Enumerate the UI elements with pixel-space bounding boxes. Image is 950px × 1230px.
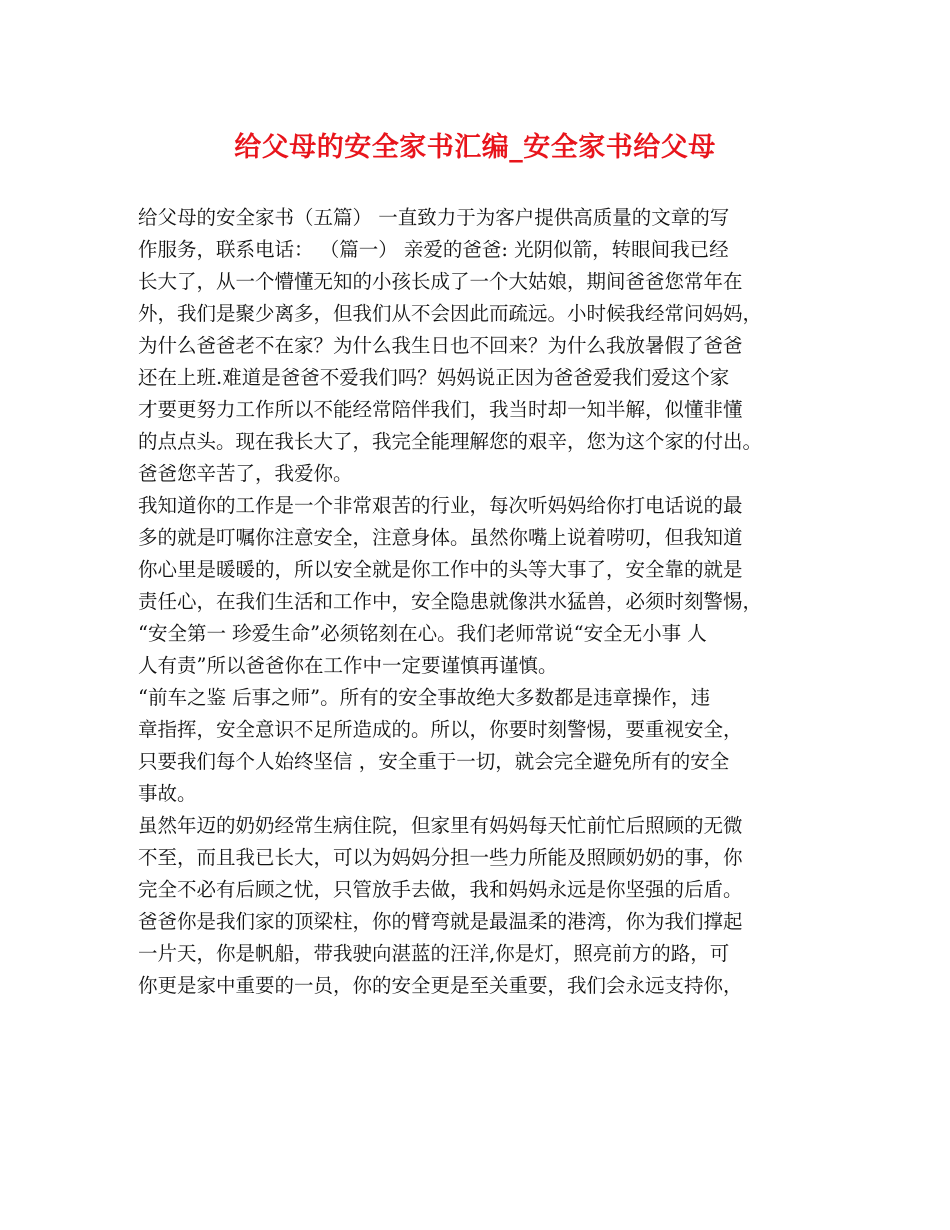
document-title: 给父母的安全家书汇编_安全家书给父母 xyxy=(234,132,716,163)
body-line: 人有责”所以爸爸你在工作中一定要谨慎再谨慎。 xyxy=(138,654,558,677)
body-line: 章指挥，安全意识不足所造成的。所以，你要时刻警惕，要重视安全， xyxy=(138,718,743,741)
body-line: 还在上班.难道是爸爸不爱我们吗？妈妈说正因为爸爸爱我们爱这个家 xyxy=(138,366,730,389)
body-line: 长大了，从一个懵懂无知的小孩长成了一个大姑娘，期间爸爸您常年在 xyxy=(138,270,743,293)
document-body xyxy=(138,202,824,1002)
body-line: 为什么爸爸老不在家？为什么我生日也不回来？为什么我放暑假了爸爸 xyxy=(138,334,743,357)
body-line: 爸爸你是我们家的顶梁柱，你的臂弯就是最温柔的港湾，你为我们撑起 xyxy=(138,910,743,933)
body-line: 我知道你的工作是一个非常艰苦的行业，每次听妈妈给你打电话说的最 xyxy=(138,494,743,517)
body-line: 多的就是叮嘱你注意安全，注意身体。虽然你嘴上说着唠叨，但我知道 xyxy=(138,526,743,549)
body-line: 才要更努力工作所以不能经常陪伴我们，我当时却一知半解，似懂非懂 xyxy=(138,398,743,421)
body-line: 虽然年迈的奶奶经常生病住院，但家里有妈妈每天忙前忙后照顾的无微 xyxy=(138,814,743,837)
body-line: 你心里是暖暖的，所以安全就是你工作中的头等大事了，安全靠的就是 xyxy=(138,558,743,581)
body-line: 一片天，你是帆船，带我驶向湛蓝的汪洋,你是灯，照亮前方的路，可 xyxy=(138,942,730,965)
body-line: “前车之鉴 后事之师”。所有的安全事故绝大多数都是违章操作，违 xyxy=(138,686,711,709)
body-line: 的点点头。现在我长大了，我完全能理解您的艰辛，您为这个家的付出。 xyxy=(138,430,763,453)
body-line: 给父母的安全家书（五篇） 一直致力于为客户提供高质量的文章的写 xyxy=(138,206,730,229)
body-line: 不至，而且我已长大，可以为妈妈分担一些力所能及照顾奶奶的事，你 xyxy=(138,846,743,869)
body-line: 爸爸您辛苦了，我爱你。 xyxy=(138,462,353,485)
body-line: 外，我们是聚少离多，但我们从不会因此而疏远。小时候我经常问妈妈， xyxy=(138,302,763,325)
body-line: 事故。 xyxy=(138,782,197,805)
body-line: 责任心，在我们生活和工作中，安全隐患就像洪水猛兽，必须时刻警惕， xyxy=(138,590,763,613)
body-line: 只要我们每个人始终坚信 ，安全重于一切，就会完全避免所有的安全 xyxy=(138,750,730,773)
body-line: 完全不必有后顾之忧，只管放手去做，我和妈妈永远是你坚强的后盾。 xyxy=(138,878,743,901)
body-line: 你更是家中重要的一员，你的安全更是至关重要，我们会永远支持你， xyxy=(138,974,743,997)
body-line: “安全第一 珍爱生命”必须铭刻在心。我们老师常说“安全无小事 人 xyxy=(138,622,707,645)
body-line: 作服务，联系电话： （篇一） 亲爱的爸爸: 光阴似箭，转眼间我已经 xyxy=(138,238,729,261)
